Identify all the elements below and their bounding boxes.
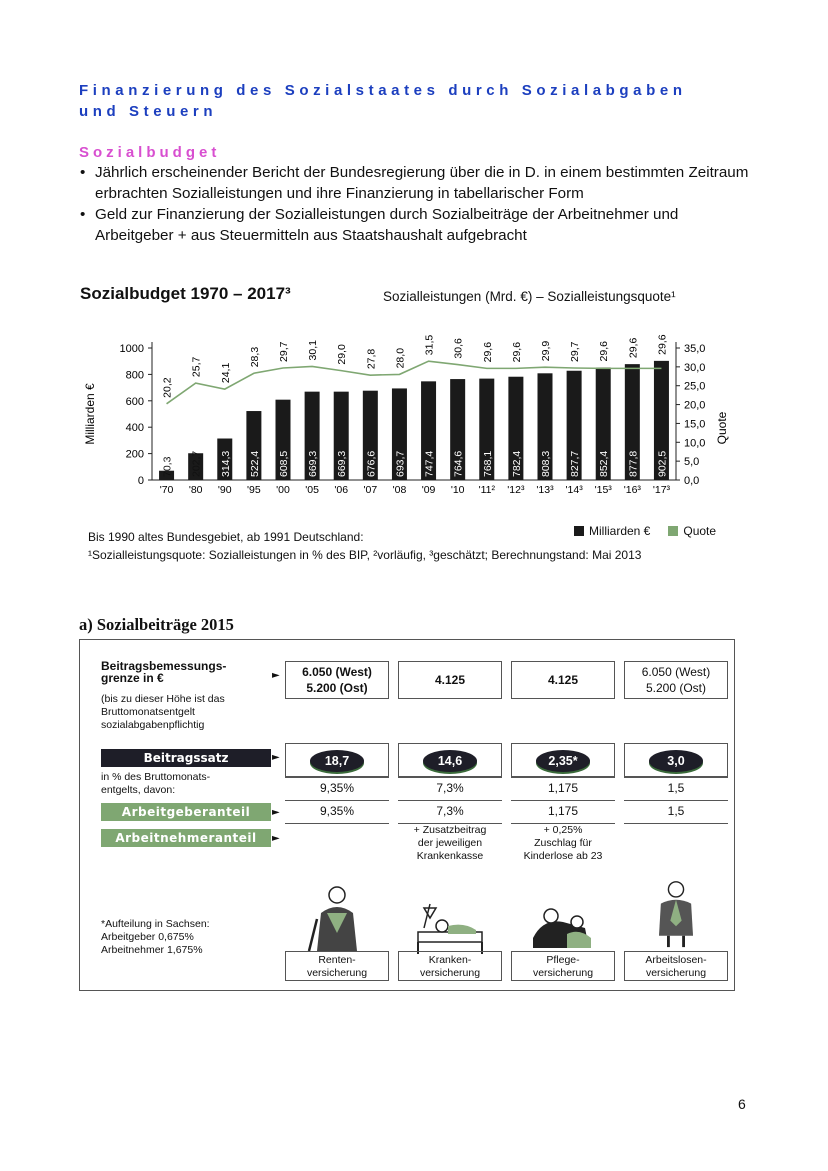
extra-note: + Zusatzbeitrag der jeweiligen Krankenkasse xyxy=(413,824,487,862)
y-tick-label: 200 xyxy=(125,448,144,461)
y2-axis-title: Quote xyxy=(715,411,729,445)
sachsen-note: *Aufteilung in Sachsen: Arbeitgeber 0,675% Arbeitnehmer 1,675% xyxy=(101,918,210,956)
y2-tick-label: 25,0 xyxy=(684,380,706,393)
x-tick-label: '80 xyxy=(188,484,203,496)
x-tick-label: '15³ xyxy=(594,484,612,496)
bar-value-label: 902,5 xyxy=(656,450,669,477)
quote-value-label: 29,7 xyxy=(569,341,582,362)
unemployed-person-icon xyxy=(636,879,716,949)
rate-box xyxy=(624,743,728,777)
quote-value-label: 29,7 xyxy=(278,341,290,362)
bbg-title: Beitragsbemessungs- grenze in € xyxy=(101,659,227,685)
x-tick-label: '00 xyxy=(276,484,290,496)
quote-value-label: 28,0 xyxy=(394,347,407,369)
bar-value-label: 608,5 xyxy=(278,450,290,477)
y2-tick-label: 30,0 xyxy=(684,361,706,374)
legend-label-line: Quote xyxy=(683,524,717,538)
quote-value-label: 29,6 xyxy=(598,341,611,362)
an-value: 9,35% xyxy=(319,804,355,818)
insurance-label: Kranken- versicherung xyxy=(398,951,502,981)
rate-box xyxy=(285,743,389,777)
bullet-item: • Jährlich erscheinender Bericht der Bundesregierung über die in D. in einem bestimmten Zeitraum erbrachten Sozialleistungen und ihre Finanzierung in tabellarischer Form xyxy=(80,162,760,204)
section-a-title: a) Sozialbeiträge 2015 xyxy=(79,615,234,634)
x-tick-label: '95 xyxy=(247,484,261,496)
section-subtitle: Sozialbudget xyxy=(79,144,221,161)
bullet-list xyxy=(80,162,760,246)
quote-value-label: 30,6 xyxy=(452,338,465,359)
arrow-icon: ► xyxy=(272,670,280,681)
bullet-item: • Geld zur Finanzierung der Sozialleistungen durch Sozialbeiträge der Arbeitnehmer und Arbeitgeber + aus Steuermitteln aus Staatshaushalt aufgebracht xyxy=(80,204,760,246)
note-line-2: ¹Sozialleistungsquote: Sozialleistungen in % des BIP, ²vorläufig, ³geschätzt; Berechnungstand: Mai 2013 xyxy=(88,548,642,562)
bar-value-label: 808,3 xyxy=(540,450,552,477)
y-tick-label: 0 xyxy=(137,475,144,487)
ag-value: 1,5 xyxy=(667,781,685,795)
arrow-icon: ► xyxy=(272,807,280,818)
quote-value-label: 29,9 xyxy=(540,340,552,362)
legend-label-bar: Milliarden € xyxy=(589,524,651,538)
bar-value-label: 764,6 xyxy=(452,450,465,477)
rate-box xyxy=(398,743,502,777)
y2-tick-label: 15,0 xyxy=(684,418,706,431)
arbeitnehmer-label: Arbeitnehmeranteil xyxy=(101,829,271,847)
chart-title: Sozialbudget 1970 – 2017³ xyxy=(80,284,291,303)
x-tick-label: '08 xyxy=(392,484,407,496)
y2-tick-label: 0,0 xyxy=(684,475,700,487)
bar-value-label: 522,4 xyxy=(248,450,261,477)
x-tick-label: '09 xyxy=(421,484,436,496)
bar-value-label: 877,8 xyxy=(627,450,640,477)
bar-value-label: 852,4 xyxy=(598,450,611,477)
column-arbeitslosen xyxy=(624,661,728,979)
quote-value-label: 29,6 xyxy=(656,334,669,355)
x-tick-label: '11² xyxy=(478,484,495,496)
page-number: 6 xyxy=(738,1096,746,1112)
y-tick-label: 1000 xyxy=(119,343,144,355)
bar-value-label: 314,3 xyxy=(219,450,232,477)
note-line-1: Bis 1990 altes Bundesgebiet, ab 1991 Deutschland: xyxy=(88,530,364,544)
limit-value: 4.125 xyxy=(511,661,615,699)
chart-subtitle: Sozialleistungen (Mrd. €) – Sozialleistungsquote¹ xyxy=(383,289,676,304)
bar-value-label: 747,4 xyxy=(423,450,436,477)
limit-value: 6.050 (West) 5.200 (Ost) xyxy=(285,661,389,699)
x-tick-label: '16³ xyxy=(623,484,641,496)
bar-value-label: 782,4 xyxy=(510,450,523,477)
x-tick-label: '07 xyxy=(363,484,378,496)
quote-value-label: 24,1 xyxy=(219,362,232,384)
quote-value-label: 29,6 xyxy=(481,341,494,363)
bar-value-label: 676,6 xyxy=(365,450,378,477)
bar-value-label: 669,3 xyxy=(336,450,349,477)
rate-value: 14,6 xyxy=(423,750,477,772)
insurance-label: Renten- versicherung xyxy=(285,951,389,981)
x-tick-label: '13³ xyxy=(536,484,554,496)
quote-value-label: 20,2 xyxy=(161,377,174,398)
column-kranken xyxy=(398,661,502,979)
pensioner-icon xyxy=(297,883,377,953)
arrow-icon: ► xyxy=(272,833,280,844)
rate-value: 3,0 xyxy=(649,750,703,772)
insurance-label: Arbeitslosen- versicherung xyxy=(624,951,728,981)
y2-tick-label: 35,0 xyxy=(684,343,706,355)
page-title: Finanzierung des Sozialstaates durch Sozialabgaben und Steuern xyxy=(79,82,687,120)
ag-value: 7,3% xyxy=(436,781,464,795)
quote-value-label: 29,6 xyxy=(510,341,523,363)
x-tick-label: '90 xyxy=(217,484,232,496)
arbeitgeber-label: Arbeitgeberanteil xyxy=(101,803,271,821)
column-pflege xyxy=(511,661,615,979)
quote-value-label: 29,0 xyxy=(336,344,349,365)
limit-value: 6.050 (West) 5.200 (Ost) xyxy=(624,661,728,699)
bar-value-label: 202,7 xyxy=(190,450,203,477)
ag-value: 9,35% xyxy=(319,781,355,795)
rate-box xyxy=(511,743,615,777)
an-value: 1,5 xyxy=(667,804,685,818)
bar-value-label: 70,3 xyxy=(161,456,174,477)
beitragssatz-note: in % des Bruttomonats- entgelts, davon: xyxy=(101,771,211,796)
sozialbudget-chart xyxy=(80,320,760,520)
column-renten xyxy=(285,661,389,979)
chart-legend xyxy=(574,524,716,538)
extra-note: + 0,25% Zuschlag für Kinderlose ab 23 xyxy=(523,824,603,862)
y2-tick-label: 10,0 xyxy=(684,437,706,450)
y2-tick-label: 5,0 xyxy=(684,456,700,469)
y-axis-title: Milliarden € xyxy=(83,383,97,445)
legend-swatch-line xyxy=(668,526,678,536)
x-tick-label: '17³ xyxy=(652,484,671,496)
y2-tick-label: 20,0 xyxy=(684,399,706,412)
an-value: 7,3% xyxy=(436,804,464,818)
sozialbeitraege-box xyxy=(79,639,735,991)
quote-value-label: 30,1 xyxy=(307,340,320,361)
limit-value: 4.125 xyxy=(398,661,502,699)
rate-value: 18,7 xyxy=(310,750,364,772)
ag-value: 1,175 xyxy=(547,781,579,795)
bar-value-label: 669,3 xyxy=(307,450,320,477)
an-value: 1,175 xyxy=(547,804,579,818)
insurance-label: Pflege- versicherung xyxy=(511,951,615,981)
x-tick-label: '10 xyxy=(450,484,465,496)
legend-swatch-bar xyxy=(574,526,584,536)
bar-value-label: 768,1 xyxy=(481,450,494,477)
quote-value-label: 31,5 xyxy=(423,334,436,356)
y-tick-label: 400 xyxy=(125,422,144,435)
quote-line xyxy=(167,361,662,404)
quote-value-label: 25,7 xyxy=(190,356,203,378)
quote-value-label: 29,6 xyxy=(627,337,640,359)
quote-value-label: 27,8 xyxy=(365,348,378,370)
beitragssatz-label: Beitragssatz xyxy=(101,749,271,767)
rate-value: 2,35* xyxy=(536,750,590,772)
bar-value-label: 693,7 xyxy=(394,450,407,477)
bar-value-label: 827,7 xyxy=(569,450,582,477)
bbg-note: (bis zu dieser Höhe ist das Bruttomonatsentgelt sozialabgabenpflichtig xyxy=(101,693,225,731)
y-tick-label: 600 xyxy=(125,395,144,408)
y-tick-label: 800 xyxy=(125,369,144,382)
x-tick-label: '14³ xyxy=(565,484,583,496)
x-tick-label: '05 xyxy=(305,484,319,496)
x-tick-label: '06 xyxy=(334,484,349,496)
quote-value-label: 28,3 xyxy=(248,346,261,368)
x-tick-label: '12³ xyxy=(507,484,525,496)
arrow-icon: ► xyxy=(272,752,280,763)
x-tick-label: '70 xyxy=(159,484,174,496)
